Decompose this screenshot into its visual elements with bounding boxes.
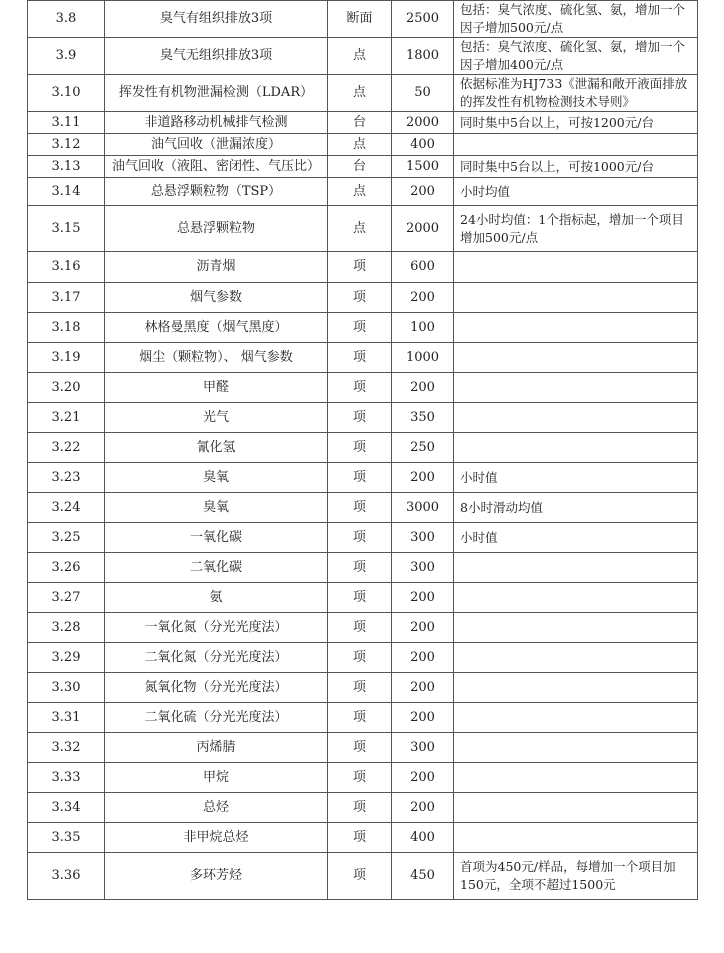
cell-number: 3.24 <box>28 493 105 523</box>
cell-price: 300 <box>392 553 454 583</box>
cell-unit: 项 <box>328 373 392 403</box>
cell-number: 3.14 <box>28 178 105 206</box>
cell-number: 3.28 <box>28 613 105 643</box>
cell-item: 二氧化硫（分光光度法） <box>105 703 328 733</box>
table-row <box>28 112 698 134</box>
cell-price: 1500 <box>392 156 454 178</box>
cell-number: 3.30 <box>28 673 105 703</box>
table-row <box>28 252 698 283</box>
cell-price: 100 <box>392 313 454 343</box>
cell-price: 400 <box>392 823 454 853</box>
cell-item: 总悬浮颗粒物 <box>105 206 328 252</box>
cell-note <box>454 134 698 156</box>
fee-table <box>27 0 698 900</box>
cell-item: 一氧化碳 <box>105 523 328 553</box>
cell-number: 3.29 <box>28 643 105 673</box>
cell-price: 300 <box>392 523 454 553</box>
cell-number: 3.15 <box>28 206 105 252</box>
cell-number: 3.16 <box>28 252 105 283</box>
table-row <box>28 156 698 178</box>
table-row <box>28 523 698 553</box>
cell-item: 臭气无组织排放3项 <box>105 38 328 75</box>
table-row <box>28 75 698 112</box>
table-row <box>28 403 698 433</box>
cell-price: 200 <box>392 643 454 673</box>
table-row <box>28 134 698 156</box>
cell-number: 3.10 <box>28 75 105 112</box>
cell-price: 600 <box>392 252 454 283</box>
cell-number: 3.8 <box>28 1 105 38</box>
cell-item: 烟尘（颗粒物）、 烟气参数 <box>105 343 328 373</box>
cell-number: 3.35 <box>28 823 105 853</box>
cell-price: 300 <box>392 733 454 763</box>
cell-unit: 项 <box>328 673 392 703</box>
cell-note: 包括：臭气浓度、硫化氢、氨，增加一个因子增加400元/点 <box>454 38 698 75</box>
cell-note <box>454 823 698 853</box>
cell-note: 包括：臭气浓度、硫化氢、氨，增加一个因子增加500元/点 <box>454 1 698 38</box>
cell-number: 3.18 <box>28 313 105 343</box>
cell-unit: 项 <box>328 823 392 853</box>
cell-note: 小时值 <box>454 523 698 553</box>
table-row <box>28 613 698 643</box>
cell-note <box>454 403 698 433</box>
cell-item: 总悬浮颗粒物（TSP） <box>105 178 328 206</box>
table-row <box>28 763 698 793</box>
cell-item: 氮氧化物（分光光度法） <box>105 673 328 703</box>
cell-number: 3.20 <box>28 373 105 403</box>
cell-price: 450 <box>392 853 454 900</box>
cell-note <box>454 553 698 583</box>
cell-number: 3.34 <box>28 793 105 823</box>
cell-note <box>454 643 698 673</box>
cell-unit: 项 <box>328 553 392 583</box>
cell-price: 1000 <box>392 343 454 373</box>
cell-price: 200 <box>392 463 454 493</box>
cell-note: 首项为450元/样品，每增加一个项目加150元，全项不超过1500元 <box>454 853 698 900</box>
cell-note: 依据标准为HJ733《泄漏和敞开液面排放的挥发性有机物检测技术导则》 <box>454 75 698 112</box>
cell-item: 挥发性有机物泄漏检测（LDAR） <box>105 75 328 112</box>
cell-unit: 项 <box>328 583 392 613</box>
cell-unit: 台 <box>328 112 392 134</box>
cell-note: 同时集中5台以上，可按1200元/台 <box>454 112 698 134</box>
cell-note <box>454 793 698 823</box>
cell-item: 烟气参数 <box>105 283 328 313</box>
cell-unit: 项 <box>328 733 392 763</box>
cell-price: 2000 <box>392 112 454 134</box>
table-row <box>28 553 698 583</box>
cell-price: 200 <box>392 763 454 793</box>
table-row <box>28 463 698 493</box>
cell-note <box>454 343 698 373</box>
cell-item: 甲醛 <box>105 373 328 403</box>
cell-unit: 项 <box>328 523 392 553</box>
cell-item: 多环芳烃 <box>105 853 328 900</box>
cell-note <box>454 763 698 793</box>
cell-number: 3.31 <box>28 703 105 733</box>
table-row <box>28 1 698 38</box>
cell-price: 200 <box>392 673 454 703</box>
cell-unit: 项 <box>328 853 392 900</box>
cell-item: 沥青烟 <box>105 252 328 283</box>
cell-note <box>454 613 698 643</box>
table-row <box>28 178 698 206</box>
table-row <box>28 793 698 823</box>
cell-item: 氨 <box>105 583 328 613</box>
cell-item: 二氧化氮（分光光度法） <box>105 643 328 673</box>
cell-unit: 项 <box>328 643 392 673</box>
cell-item: 臭氧 <box>105 493 328 523</box>
cell-item: 总烃 <box>105 793 328 823</box>
cell-price: 200 <box>392 793 454 823</box>
cell-unit: 项 <box>328 763 392 793</box>
table-row <box>28 733 698 763</box>
cell-note <box>454 583 698 613</box>
table-row <box>28 673 698 703</box>
cell-item: 臭氧 <box>105 463 328 493</box>
cell-note: 24小时均值：1个指标起，增加一个项目增加500元/点 <box>454 206 698 252</box>
cell-number: 3.13 <box>28 156 105 178</box>
cell-item: 光气 <box>105 403 328 433</box>
cell-unit: 断面 <box>328 1 392 38</box>
table-row <box>28 643 698 673</box>
table-row <box>28 493 698 523</box>
cell-number: 3.23 <box>28 463 105 493</box>
cell-unit: 项 <box>328 252 392 283</box>
cell-item: 甲烷 <box>105 763 328 793</box>
cell-number: 3.17 <box>28 283 105 313</box>
table-row <box>28 313 698 343</box>
cell-price: 200 <box>392 583 454 613</box>
cell-unit: 项 <box>328 403 392 433</box>
cell-note <box>454 373 698 403</box>
cell-item: 油气回收（泄漏浓度） <box>105 134 328 156</box>
cell-price: 200 <box>392 373 454 403</box>
cell-item: 油气回收（液阻、密闭性、气压比） <box>105 156 328 178</box>
cell-item: 一氧化氮（分光光度法） <box>105 613 328 643</box>
table-row <box>28 206 698 252</box>
table-row <box>28 433 698 463</box>
cell-price: 2000 <box>392 206 454 252</box>
cell-note: 小时均值 <box>454 178 698 206</box>
cell-item: 林格曼黑度（烟气黑度） <box>105 313 328 343</box>
cell-price: 3000 <box>392 493 454 523</box>
cell-number: 3.21 <box>28 403 105 433</box>
cell-number: 3.36 <box>28 853 105 900</box>
table-row <box>28 283 698 313</box>
cell-note <box>454 313 698 343</box>
cell-note <box>454 733 698 763</box>
cell-number: 3.12 <box>28 134 105 156</box>
cell-item: 非甲烷总烃 <box>105 823 328 853</box>
table-row <box>28 853 698 900</box>
cell-number: 3.32 <box>28 733 105 763</box>
cell-note: 小时值 <box>454 463 698 493</box>
cell-unit: 项 <box>328 283 392 313</box>
table-row <box>28 703 698 733</box>
cell-price: 200 <box>392 703 454 733</box>
cell-unit: 项 <box>328 793 392 823</box>
cell-item: 非道路移动机械排气检测 <box>105 112 328 134</box>
cell-price: 200 <box>392 613 454 643</box>
cell-unit: 项 <box>328 433 392 463</box>
cell-number: 3.27 <box>28 583 105 613</box>
cell-note <box>454 673 698 703</box>
cell-item: 丙烯腈 <box>105 733 328 763</box>
cell-unit: 项 <box>328 613 392 643</box>
cell-note <box>454 283 698 313</box>
cell-item: 氰化氢 <box>105 433 328 463</box>
cell-number: 3.33 <box>28 763 105 793</box>
cell-unit: 项 <box>328 343 392 373</box>
cell-number: 3.19 <box>28 343 105 373</box>
cell-unit: 点 <box>328 75 392 112</box>
table-row <box>28 343 698 373</box>
cell-price: 50 <box>392 75 454 112</box>
cell-unit: 点 <box>328 38 392 75</box>
table-row <box>28 823 698 853</box>
cell-price: 250 <box>392 433 454 463</box>
table-row <box>28 373 698 403</box>
cell-unit: 台 <box>328 156 392 178</box>
cell-price: 200 <box>392 283 454 313</box>
cell-unit: 项 <box>328 463 392 493</box>
cell-note <box>454 433 698 463</box>
fee-table-body <box>28 1 698 900</box>
cell-item: 臭气有组织排放3项 <box>105 1 328 38</box>
cell-unit: 项 <box>328 493 392 523</box>
cell-note: 同时集中5台以上，可按1000元/台 <box>454 156 698 178</box>
cell-unit: 点 <box>328 206 392 252</box>
cell-unit: 点 <box>328 178 392 206</box>
table-row <box>28 583 698 613</box>
cell-price: 1800 <box>392 38 454 75</box>
cell-unit: 项 <box>328 313 392 343</box>
cell-note: 8小时滑动均值 <box>454 493 698 523</box>
cell-number: 3.26 <box>28 553 105 583</box>
cell-item: 二氧化碳 <box>105 553 328 583</box>
cell-unit: 点 <box>328 134 392 156</box>
cell-note <box>454 252 698 283</box>
cell-price: 400 <box>392 134 454 156</box>
cell-unit: 项 <box>328 703 392 733</box>
cell-price: 350 <box>392 403 454 433</box>
cell-number: 3.9 <box>28 38 105 75</box>
cell-price: 2500 <box>392 1 454 38</box>
cell-number: 3.11 <box>28 112 105 134</box>
cell-number: 3.22 <box>28 433 105 463</box>
cell-note <box>454 703 698 733</box>
table-row <box>28 38 698 75</box>
cell-price: 200 <box>392 178 454 206</box>
cell-number: 3.25 <box>28 523 105 553</box>
